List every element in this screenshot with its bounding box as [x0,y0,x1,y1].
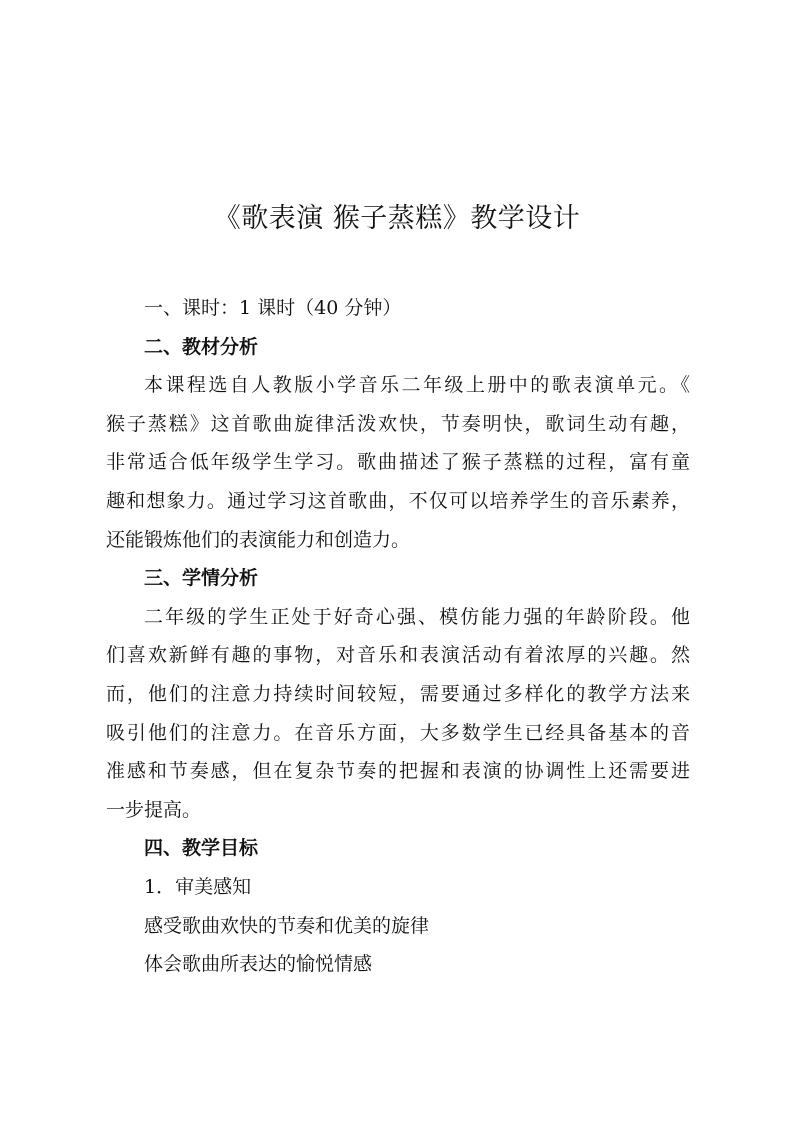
document-title: 《歌表演 猴子蒸糕》教学设计 [213,203,581,234]
lesson-duration: 一、课时：1 课时（40 分钟） [144,297,402,319]
paragraph-line: 猴子蒸糕》这首歌曲旋律活泼欢快，节奏明快，歌词生动有趣， [106,412,690,435]
paragraph-line: 还能锻炼他们的表演能力和创造力。 [106,528,411,551]
section-heading-teaching-objectives: 四、教学目标 [144,837,259,860]
paragraph-line: 而，他们的注意力持续时间较短，需要通过多样化的教学方法来 [106,682,690,705]
paragraph-line: 准感和节奏感，但在复杂节奏的把握和表演的协调性上还需要进 [106,760,690,783]
paragraph-line: 吸引他们的注意力。在音乐方面，大多数学生已经具备基本的音 [106,721,690,744]
paragraph-line: 二年级的学生正处于好奇心强、模仿能力强的年龄阶段。他 [144,605,690,628]
paragraph-line: 趣和想象力。通过学习这首歌曲，不仅可以培养学生的音乐素养， [106,489,690,512]
paragraph-line: 们喜欢新鲜有趣的事物，对音乐和表演活动有着浓厚的兴趣。然 [106,644,690,667]
paragraph-line: 非常适合低年级学生学习。歌曲描述了猴子蒸糕的过程，富有童 [106,451,690,474]
objective-subheading: 1．审美感知 [144,875,252,898]
paragraph-line: 一步提高。 [106,798,202,821]
paragraph-line: 本课程选自人教版小学音乐二年级上册中的歌表演单元。《 [144,374,690,397]
section-heading-student-analysis: 三、学情分析 [144,567,259,590]
section-heading-textbook-analysis: 二、教材分析 [144,335,259,358]
document-body [106,289,690,984]
objective-item: 体会歌曲所表达的愉悦情感 [144,953,373,976]
objective-item: 感受歌曲欢快的节奏和优美的旋律 [144,914,430,937]
